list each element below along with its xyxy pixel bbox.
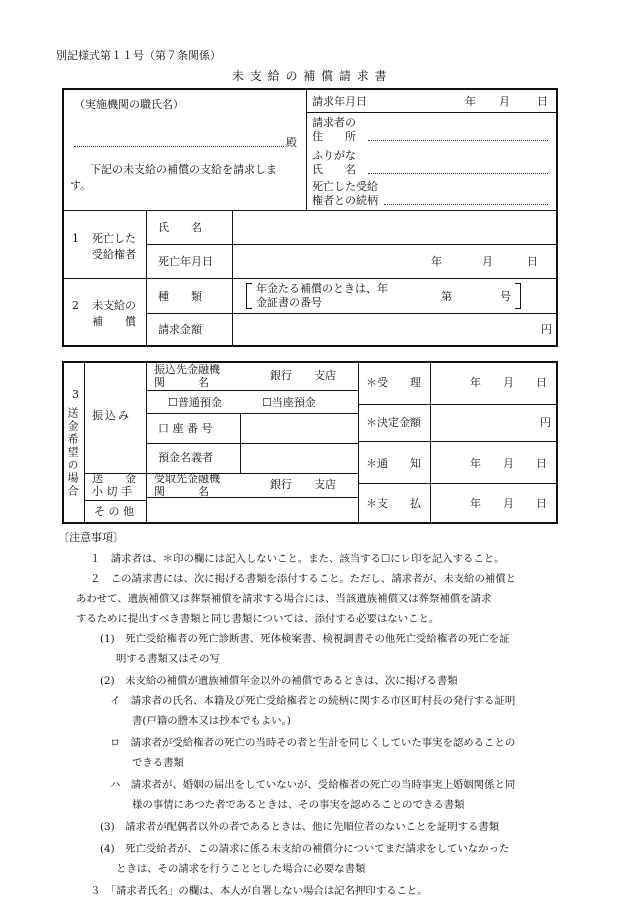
relation-label-2: 権者との続柄 xyxy=(312,194,378,207)
note-line: イ 請求者の氏名、本籍及び死亡受給権者との続柄に関する市区町村長の発行する証明 xyxy=(110,695,516,707)
note-line: (4) 死亡受給者が、この請求に係る未支給の補償分についてまだ請求をしていなかった xyxy=(100,843,510,855)
honorific: 殿 xyxy=(286,136,297,149)
form-title: 未 支 給 の 補 償 請 求 書 xyxy=(232,69,388,83)
note-line: 明する書類又はその写 xyxy=(116,653,220,665)
section3-vertical-label: 送金希望の場合 xyxy=(66,407,79,498)
death-day-label: 日 xyxy=(527,255,538,268)
form-number: 別記様式第１１号（第７条関係） xyxy=(56,49,221,62)
check-label-2: 小 切 手 xyxy=(92,485,132,498)
note-line: ときは、その請求を行うこととした場合に必要な書類 xyxy=(116,863,366,875)
other-label: そ の 他 xyxy=(94,505,134,518)
section3-number: 3 xyxy=(72,388,79,401)
office-notice-label: ＊通 知 xyxy=(366,457,421,470)
note-line: できる書類 xyxy=(132,757,184,769)
bank-label-2: 関 名 xyxy=(154,376,209,389)
relation-label: 死亡した受給 xyxy=(312,180,378,193)
year-label: 年 xyxy=(465,95,476,108)
type-label: 種 類 xyxy=(158,290,202,303)
account-number-label: 口 座 番 号 xyxy=(158,422,213,435)
request-text: 下記の未支給の補償の支給を請求しま xyxy=(90,163,277,176)
month-label: 月 xyxy=(499,95,510,108)
account-holder-label: 預金名義者 xyxy=(158,451,213,464)
bank-branch: 銀行 支店 xyxy=(270,369,336,382)
note-line: ロ 請求者が受給権者の死亡の当時その者と生計を同じくしていた事実を認めることの xyxy=(110,737,516,749)
death-date-label: 死亡年月日 xyxy=(158,255,213,268)
savings-checking-checkbox[interactable]: ☐当座預金 xyxy=(262,396,316,409)
pension-note: 年金たる補償のときは、年 xyxy=(256,282,388,295)
note-line: １ 請求者は、＊印の欄には記入しないこと。また、該当する☐にレ印を記入すること。 xyxy=(90,553,505,565)
address-label: 住 所 xyxy=(312,130,356,143)
item1-label-2: 受給権者 xyxy=(92,248,136,261)
amount-label: 請求金額 xyxy=(158,323,202,336)
office-decided-amount-label: ＊決定金額 xyxy=(366,416,421,429)
institution-name-field[interactable] xyxy=(74,146,284,147)
item2-label-2: 補 償 xyxy=(92,315,136,328)
item1-number: 1 xyxy=(72,232,79,245)
item2-number: 2 xyxy=(72,299,79,312)
cert-suffix: 号 xyxy=(500,290,511,303)
recv-bank-branch: 銀行 支店 xyxy=(270,478,336,491)
yen-label: 円 xyxy=(541,323,552,336)
savings-ordinary-checkbox[interactable]: ☐普通預金 xyxy=(168,396,222,409)
cert-prefix: 第 xyxy=(441,290,452,303)
claimant-label: 請求者の xyxy=(312,116,356,129)
claimant-name-label: 氏 名 xyxy=(312,163,356,176)
office-decided-amount-yen: 円 xyxy=(540,416,551,429)
recv-bank-label: 受取先金融機 xyxy=(154,472,220,485)
note-line: あわせて、遺族補償又は葬祭補償を請求する場合には、当該遺族補償又は葬祭補償を請求 xyxy=(76,593,492,605)
item1-label: 死亡した xyxy=(92,232,136,245)
day-label: 日 xyxy=(537,95,548,108)
check-label: 送 金 xyxy=(92,472,136,485)
relation-field[interactable] xyxy=(384,204,548,205)
item2-label: 未支給の xyxy=(92,299,136,312)
note-line: ハ 請求者が、婚姻の届出をしていないが、受給権者の死亡の当時事実上婚姻関係と同 xyxy=(110,779,516,791)
request-date-label: 請求年月日 xyxy=(312,95,367,108)
death-year-label: 年 xyxy=(431,255,442,268)
office-notice-date: 年 月 日 xyxy=(470,457,547,470)
note-line: 様の事情にあつた者であるときは、その事実を認めることのできる書類 xyxy=(132,799,465,811)
office-received-date: 年 月 日 xyxy=(470,376,547,389)
notes-header: 〔注意事項〕 xyxy=(58,531,124,544)
note-line: (2) 未支給の補償が遺族補償年金以外の補償であるときは、次に掲げる書類 xyxy=(100,675,458,687)
bank-label: 振込先金融機 xyxy=(154,363,220,376)
claimant-name-field[interactable] xyxy=(368,173,548,174)
deceased-name-label: 氏 名 xyxy=(158,221,202,234)
note-line: するために提出すべき書類と同じ書類については、添付する必要はないこと。 xyxy=(76,613,440,625)
note-line: (3) 請求者が配偶者以外の者であるときは、他に先順位者のないことを証明する書類 xyxy=(100,821,500,833)
recv-bank-label-2: 関 名 xyxy=(154,485,209,498)
institution-label: （実施機関の職氏名） xyxy=(74,98,184,111)
transfer-label: 振込み xyxy=(92,409,131,422)
office-payment-label: ＊支 払 xyxy=(366,497,421,510)
note-line: ３ 「請求者氏名」の欄は、本人が自署しない場合は記名押印すること。 xyxy=(90,885,428,897)
office-payment-date: 年 月 日 xyxy=(470,497,547,510)
note-line: (1) 死亡受給権者の死亡診断書、死体検案書、検視調書その他死亡受給権者の死亡を証 xyxy=(100,633,510,645)
pension-note-2: 金証書の番号 xyxy=(256,296,322,309)
death-month-label: 月 xyxy=(482,255,493,268)
office-received-label: ＊受 理 xyxy=(366,376,421,389)
note-line: ２ この請求書には、次に掲げる書類を添付すること。ただし、請求者が、未支給の補償と xyxy=(90,573,517,585)
request-text-2: す。 xyxy=(70,179,92,192)
address-field[interactable] xyxy=(368,140,548,141)
note-line: 書(戸籍の謄本又は抄本でもよい。) xyxy=(132,715,291,727)
furigana-label: ふりがな xyxy=(312,149,356,162)
